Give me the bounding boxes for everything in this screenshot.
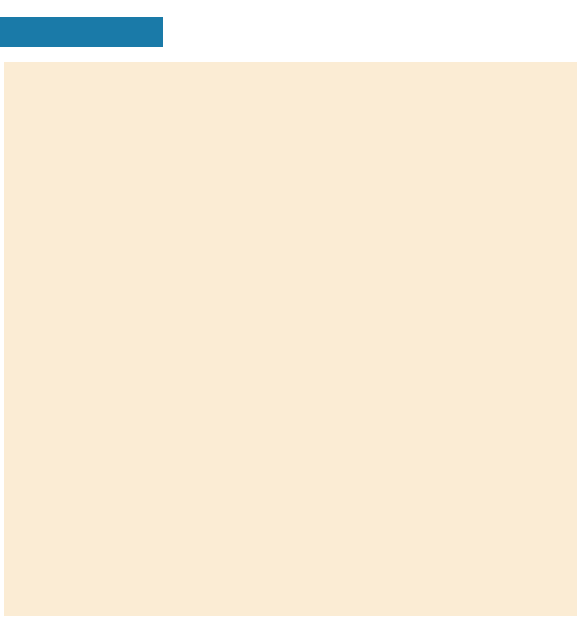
table-panel [4,62,577,616]
exhibit-badge [0,17,163,47]
exhibit-header [0,0,581,62]
